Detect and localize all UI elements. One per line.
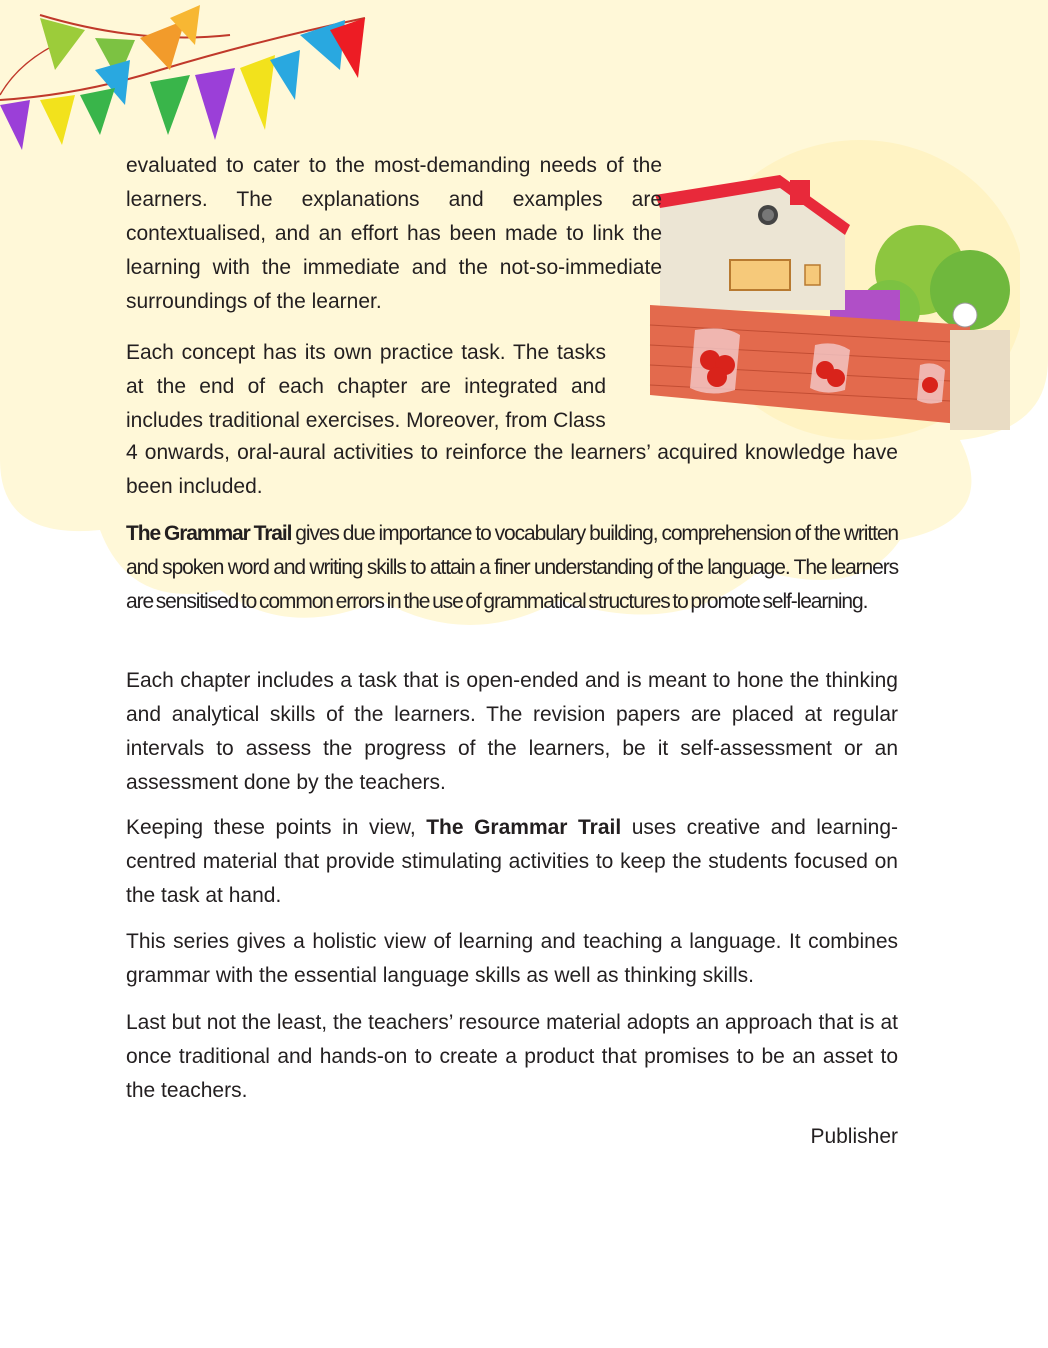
resource-material-paragraph: Last but not the least, the teachers’ resource material adopts an approach that is at once traditional and hands-on to create a product that promises to be an asset to the teachers.: [126, 1011, 898, 1102]
paragraph-text: gives due importance to vocabulary building, comprehension of the written and spoken word and writing skills to attain a finer understanding of the language. The learners are sensitised to common errors in the use of grammatical structures to promote self-learning.: [126, 522, 898, 613]
grammar-trail-paragraph: [126, 517, 898, 619]
points-in-view-paragraph: [126, 811, 898, 913]
holistic-view-paragraph: This series gives a holistic view of learning and teaching a language. It combines grammar with the essential language skills as well as thinking skills.: [126, 930, 898, 987]
bunting-flags-decoration: [0, 0, 380, 165]
paragraph-text: uses creative and learning-centred material that provide stimulating activities to keep the students focused on the task at hand.: [126, 816, 898, 907]
book-title-bold: The Grammar Trail: [126, 522, 292, 545]
practice-paragraph-part1: Each concept has its own practice task. The tasks at the end of each chapter are integrated and includes traditional exercises. Moreover, from Class: [126, 341, 606, 432]
house-illustration: [640, 140, 1020, 440]
book-title-bold: The Grammar Trail: [426, 816, 622, 839]
publisher-signature: Publisher: [810, 1125, 898, 1148]
paragraph-text: Keeping these points in view,: [126, 816, 427, 839]
intro-paragraph: evaluated to cater to the most-demanding needs of the learners. The explanations and examples are contextualised, and an effort has been made to link the learning with the immediate and the not-so-immediate surroundings of the learner.: [126, 154, 662, 313]
open-ended-task-paragraph: Each chapter includes a task that is open-ended and is meant to hone the thinking and analytical skills of the learners. The revision papers are placed at regular intervals to assess the progress of the learners, be it self-assessment or an assessment done by the teachers.: [126, 669, 898, 794]
practice-paragraph-part2: 4 onwards, oral-aural activities to reinforce the learners’ acquired knowledge have been included.: [126, 441, 898, 498]
